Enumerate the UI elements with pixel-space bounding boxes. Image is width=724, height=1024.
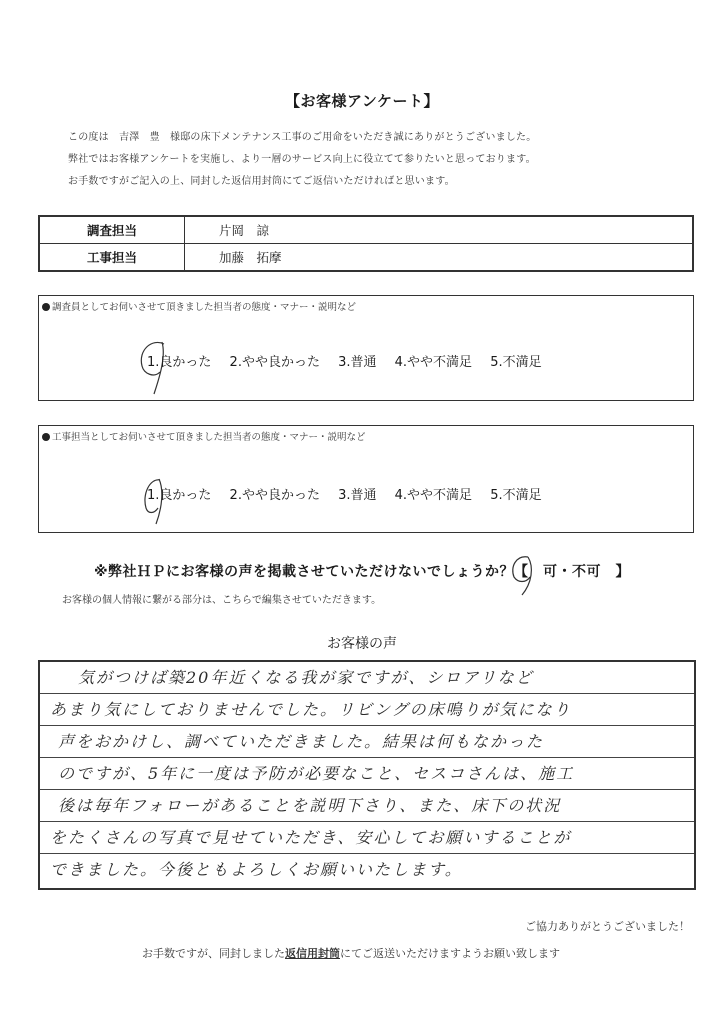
voice-line: 気がつけば築20年近くなる我が家ですが、シロアリなど bbox=[40, 662, 694, 694]
staff-table bbox=[38, 215, 694, 272]
rating-option-5[interactable]: 5.不満足 bbox=[490, 355, 542, 370]
rating-option-1[interactable]: 1.良かった bbox=[147, 488, 212, 503]
voice-line: 後は毎年フォローがあることを説明下さり、また、床下の状況 bbox=[40, 790, 694, 822]
staff-row-survey bbox=[39, 216, 693, 244]
voice-line: 声をおかけし、調べていただきました。結果は何もなかった bbox=[40, 726, 694, 758]
closing-text: にてご返送いただけますようお願い致します bbox=[340, 947, 560, 960]
staff-name: 加藤 拓摩 bbox=[185, 244, 694, 272]
question-text: 調査員としてお伺いさせて頂きました担当者の態度・マナー・説明など bbox=[52, 302, 357, 313]
voice-line: あまり気にしておりませんでした。リビングの床鳴りが気になり bbox=[40, 694, 694, 726]
intro-line-2: 弊社ではお客様アンケートを実施し、より一層のサービス向上に役立てて参りたいと思っております。 bbox=[68, 154, 536, 165]
intro-line-3: お手数ですがご記入の上、同封した返信用封筒にてご返信いただければと思います。 bbox=[68, 176, 455, 187]
hp-permission-question: ※弊社ＨＰにお客様の声を掲載させていただけないでしょうか？【 可・不可 】 bbox=[93, 564, 631, 580]
voice-line: できました。今後ともよろしくお願いいたします。 bbox=[50, 860, 463, 879]
rating-option-3[interactable]: 3.普通 bbox=[338, 355, 377, 370]
rating-option-4[interactable]: 4.やや不満足 bbox=[394, 488, 473, 503]
bullet-icon bbox=[42, 433, 50, 441]
survey-title: 【お客様アンケート】 bbox=[284, 92, 440, 110]
rating-option-1[interactable]: 1.良かった bbox=[147, 355, 212, 370]
intro-line-1: この度は 吉澤 豊 様邸の床下メンテナンス工事のご用命をいただき誠にありがとうございました。 bbox=[68, 132, 537, 143]
closing-text: お手数ですが、同封しました bbox=[142, 947, 285, 960]
voice-line: のですが、5年に一度は予防が必要なこと、セスコさんは、施工 bbox=[40, 758, 694, 790]
voice-line: をたくさんの写真で見せていただき、安心してお願いすることが bbox=[40, 822, 694, 854]
rating-option-2[interactable]: 2.やや良かった bbox=[229, 355, 320, 370]
staff-row-construction bbox=[39, 244, 693, 272]
rating-option-4[interactable]: 4.やや不満足 bbox=[394, 355, 473, 370]
rating-option-5[interactable]: 5.不満足 bbox=[490, 488, 542, 503]
customer-voice-box bbox=[38, 660, 696, 890]
staff-role: 調査担当 bbox=[39, 216, 185, 244]
bullet-icon bbox=[42, 303, 50, 311]
customer-voice-title: お客様の声 bbox=[327, 636, 397, 652]
question-box-survey-staff bbox=[38, 295, 694, 401]
question-label bbox=[42, 429, 366, 443]
staff-role: 工事担当 bbox=[39, 244, 185, 272]
question-box-construction-staff bbox=[38, 425, 694, 533]
rating-options bbox=[147, 351, 556, 370]
return-envelope-emphasis: 返信用封筒 bbox=[285, 947, 340, 960]
question-label bbox=[42, 299, 356, 313]
rating-option-3[interactable]: 3.普通 bbox=[338, 488, 377, 503]
hp-permission-note: お客様の個人情報に繋がる部分は、こちらで編集させていただきます。 bbox=[62, 595, 382, 606]
question-text: 工事担当としてお伺いさせて頂きました担当者の態度・マナー・説明など bbox=[52, 432, 366, 443]
thanks-message: ご協力ありがとうございました！ bbox=[525, 920, 690, 933]
rating-options bbox=[147, 484, 556, 503]
handwritten-circle-mark-icon bbox=[506, 553, 542, 597]
staff-name: 片岡 諒 bbox=[185, 216, 694, 244]
rating-option-2[interactable]: 2.やや良かった bbox=[229, 488, 320, 503]
closing-message bbox=[142, 945, 560, 961]
